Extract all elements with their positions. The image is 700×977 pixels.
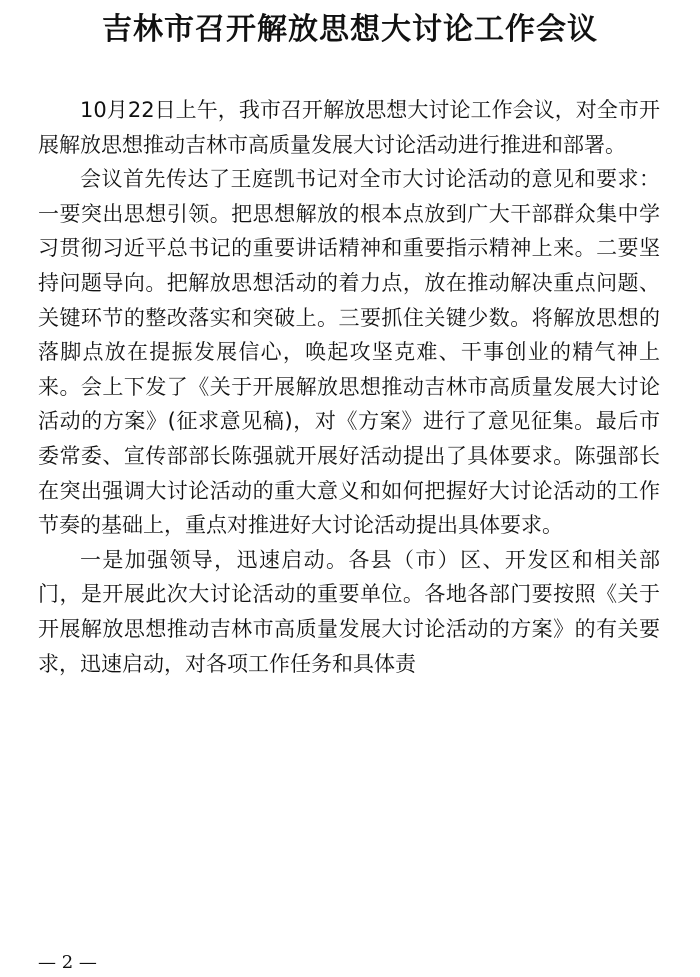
document-body	[38, 93, 660, 681]
paragraph-meeting-requirements: 会议首先传达了王庭凯书记对全市大讨论活动的意见和要求：一要突出思想引领。把思想解放的根本点放到广大干部群众集中学习贯彻习近平总书记的重要讲话精神和重要指示精神上来。二要坚持问题导向。把解放思想活动的着力点，放在推动解决重点问题、关键环节的整改落实和突破上。三要抓住关键少数。将解放思想的落脚点放在提振发展信心，唤起攻坚克难、干事创业的精气神上来。会上下发了《关于开展解放思想推动吉林市高质量发展大讨论活动的方案》(征求意见稿)，对《方案》进行了意见征集。最后市委常委、宣传部部长陈强就开展好活动提出了具体要求。陈强部长在突出强调大讨论活动的重大意义和如何把握好大讨论活动的工作节奏的基础上，重点对推进好大讨论活动提出具体要求。	[38, 167, 660, 538]
paragraph-meeting-intro: 10月22日上午，我市召开解放思想大讨论工作会议，对全市开展解放思想推动吉林市高质量发展大讨论活动进行推进和部署。	[38, 98, 660, 157]
document-title: 吉林市召开解放思想大讨论工作会议	[102, 12, 598, 47]
paragraph-leadership-start: 一是加强领导，迅速启动。各县（市）区、开发区和相关部门，是开展此次大讨论活动的重要单位。各地各部门要按照《关于开展解放思想推动吉林市高质量发展大讨论活动的方案》的有关要求，迅速启动，对各项工作任务和具体责	[38, 547, 660, 676]
page-number: — 2 —	[38, 952, 97, 973]
